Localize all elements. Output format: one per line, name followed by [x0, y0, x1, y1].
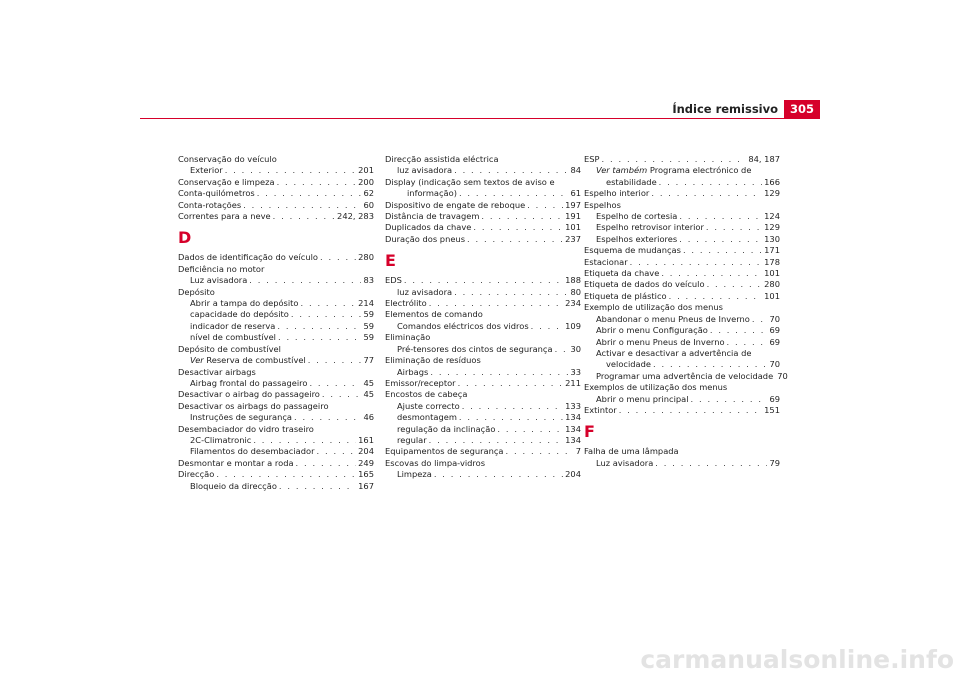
- index-entry: Conservação do veículo: [178, 154, 277, 164]
- index-entry: Elementos de comando: [385, 309, 483, 320]
- index-subentry: Bloqueio da direcção . . . 167: [178, 481, 374, 492]
- index-subentry: Abrir a tampa do depósito . . . 214: [178, 298, 374, 309]
- index-subentry: luz avisadora . . . 84: [385, 165, 581, 176]
- index-subentry: luz avisadora . . . 80: [385, 287, 581, 298]
- index-entry: Eliminação: [385, 332, 431, 343]
- index-column-2: [385, 154, 581, 481]
- index-entry: ESP . . . 84, 187: [584, 154, 780, 165]
- index-entry: Esquema de mudanças . . . 171: [584, 245, 780, 256]
- header-rule: [140, 118, 820, 119]
- index-subentry: Abrir o menu Configuração . . . 69: [584, 325, 780, 336]
- index-entry: Desactivar os airbags do passageiro: [178, 400, 329, 411]
- index-entry: Etiqueta de plástico . . . 101: [584, 291, 780, 302]
- index-subentry: Ajuste correcto . . . 133: [385, 401, 581, 412]
- index-subentry: nível de combustível . . . 59: [178, 332, 374, 343]
- index-entry: Espelhos: [584, 199, 621, 210]
- index-subentry: Espelho de cortesia . . . 124: [584, 211, 780, 222]
- index-entry: Deficiência no motor: [178, 263, 265, 274]
- header-title: Índice remissivo: [672, 102, 778, 116]
- index-entry: Dispositivo de engate de reboque . . . 197: [385, 200, 581, 211]
- page-header: [140, 100, 820, 118]
- index-entry-continuation: velocidade . . . 70: [584, 359, 780, 370]
- index-column-3: [584, 154, 788, 469]
- index-entry: Equipamentos de segurança . . . 7: [385, 446, 581, 457]
- index-entry: Etiqueta da chave . . . 101: [584, 268, 780, 279]
- index-entry: Correntes para a neve . . . 242, 283: [178, 211, 374, 222]
- index-subentry: Luz avisadora . . . 83: [178, 275, 374, 286]
- index-entry: Desembaciador do vidro traseiro: [178, 423, 314, 434]
- index-entry: Desactivar o airbag do passageiro . . . 45: [178, 389, 374, 400]
- index-entry: Espelho interior . . . 129: [584, 188, 780, 199]
- index-entry: Conta-quilómetros . . . 62: [178, 188, 374, 199]
- letter-heading-d: D: [178, 228, 192, 248]
- index-subentry: Programar uma advertência de velocidade 70: [596, 370, 788, 381]
- index-subentry: Instruções de segurança . . . 46: [178, 412, 374, 423]
- index-subentry: Comandos eléctricos dos vidros . . . 109: [385, 321, 581, 332]
- index-entry: Exemplos de utilização dos menus: [584, 382, 728, 393]
- index-entry: Falha de uma lâmpada: [584, 446, 679, 457]
- index-subentry: Limpeza . . . 204: [385, 469, 581, 480]
- index-subentry: Abrir o menu principal . . . 69: [584, 394, 780, 405]
- index-subentry: Airbags . . . 33: [385, 367, 581, 378]
- index-entry: Dados de identificação do veículo . . . 280: [178, 252, 374, 263]
- index-entry: Distância de travagem . . . 191: [385, 211, 581, 222]
- index-entry: Emissor/receptor . . . 211: [385, 378, 581, 389]
- index-entry: Etiqueta de dados do veículo . . . 280: [584, 279, 780, 290]
- letter-heading-f: F: [584, 422, 595, 442]
- index-entry: Extintor . . . 151: [584, 405, 780, 416]
- index-entry: EDS . . . 188: [385, 275, 581, 286]
- index-subentry: Espelhos exteriores . . . 130: [584, 234, 780, 245]
- index-entry: Direcção . . . 165: [178, 469, 374, 480]
- index-entry: Duplicados da chave . . . 101: [385, 222, 581, 233]
- index-subentry: Pré-tensores dos cintos de segurança . . . 30: [385, 344, 581, 355]
- index-subentry: capacidade do depósito . . . 59: [178, 309, 374, 320]
- index-entry-continuation: estabilidade . . . 166: [584, 177, 780, 188]
- index-subentry: Espelho retrovisor interior . . . 129: [584, 222, 780, 233]
- index-subentry: Ver também Programa electrónico de: [596, 165, 752, 176]
- index-subentry: Abandonar o menu Pneus de Inverno . . . 70: [584, 314, 780, 325]
- index-subentry: indicador de reserva . . . 59: [178, 321, 374, 332]
- index-subentry: desmontagem . . . 134: [385, 412, 581, 423]
- index-subentry: regulação da inclinação . . . 134: [385, 424, 581, 435]
- index-entry: Display (indicação sem textos de aviso e: [385, 176, 555, 187]
- index-entry: Desactivar airbags: [178, 366, 256, 377]
- index-subentry: Abrir o menu Pneus de Inverno . . . 69: [584, 337, 780, 348]
- page-number-badge: 305: [784, 100, 820, 119]
- index-subentry: Airbag frontal do passageiro . . . 45: [178, 378, 374, 389]
- index-entry: Desmontar e montar a roda . . . 249: [178, 458, 374, 469]
- index-entry: Depósito: [178, 286, 215, 297]
- index-subentry: Exterior . . . 201: [178, 165, 374, 176]
- index-subentry: Ver Reserva de combustível . . . 77: [178, 355, 374, 366]
- index-entry: Escovas do limpa-vidros: [385, 457, 486, 468]
- index-entry: Exemplo de utilização dos menus: [584, 302, 723, 313]
- index-subentry: 2C-Climatronic . . . 161: [178, 435, 374, 446]
- index-entry: Estacionar . . . 178: [584, 257, 780, 268]
- index-entry: Eliminação de resíduos: [385, 355, 481, 366]
- index-subentry: regular . . . 134: [385, 435, 581, 446]
- index-entry: Conta-rotações . . . 60: [178, 200, 374, 211]
- index-entry: Electrólito . . . 234: [385, 298, 581, 309]
- index-entry: Conservação e limpeza . . . 200: [178, 177, 374, 188]
- index-entry: Depósito de combustível: [178, 343, 281, 354]
- index-entry: Duração dos pneus . . . 237: [385, 234, 581, 245]
- watermark: carmanualsonline.info: [640, 645, 954, 674]
- letter-heading-e: E: [385, 251, 396, 271]
- index-entry: Encostos de cabeça: [385, 389, 468, 400]
- index-entry-continuation: informação) . . . 61: [385, 188, 581, 199]
- index-column-1: [178, 154, 374, 492]
- index-subentry: Luz avisadora . . . 79: [584, 458, 780, 469]
- index-subentry: Filamentos do desembaciador . . . 204: [178, 446, 374, 457]
- index-entry: Direcção assistida eléctrica: [385, 154, 499, 164]
- index-subentry: Activar e desactivar a advertência de: [596, 347, 752, 358]
